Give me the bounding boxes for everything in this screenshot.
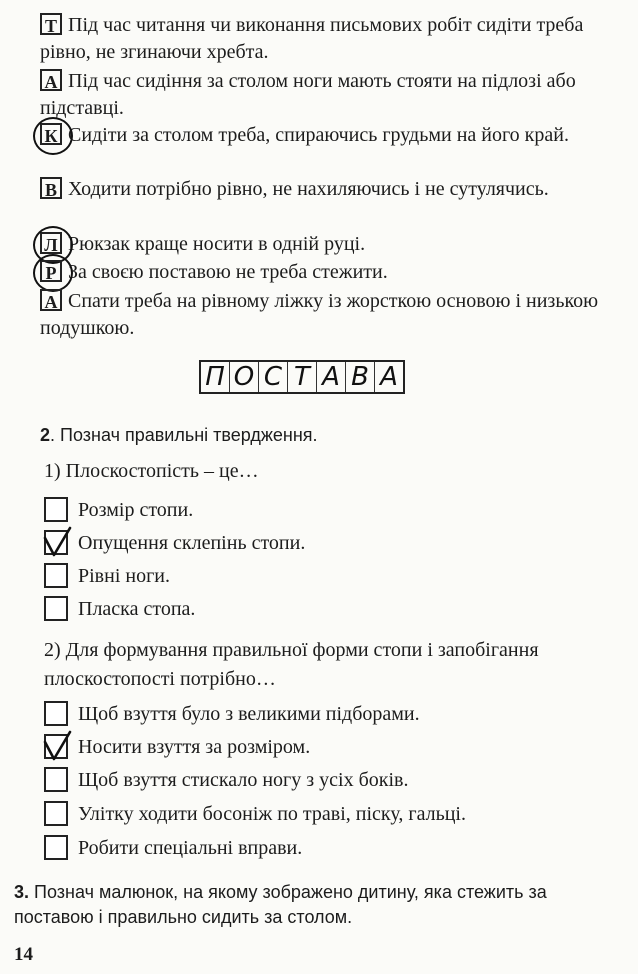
rule-letter-box: В (40, 177, 62, 199)
option-label: Носити взуття за розміром. (78, 736, 311, 758)
option-row[interactable] (44, 530, 624, 558)
option-label: Щоб взуття стискало ногу з усіх боків. (78, 769, 409, 791)
question-2: 2) Для формування правильної форми стопи і запобігання плоскостопості потрібно… (44, 639, 539, 690)
rule-text: Сидіти за столом треба, спираючись грудьми на його край. (68, 124, 569, 146)
rule-item-4 (40, 176, 624, 203)
rule-text: Ходити потрібно рівно, не нахиляючись і не сутулячись. (68, 178, 549, 200)
question-1: 1) Плоскостопість – це… (44, 460, 259, 482)
rule-text: Під час сидіння за столом ноги мають стояти на підлозі або підставці. (40, 70, 576, 119)
option-label: Робити спеціальні вправи. (78, 837, 303, 859)
answer-letter-cell[interactable]: О (230, 362, 259, 392)
task-text: Познач малюнок, на якому зображено дитину, яка стежить за поставою і правильно сидить за столом. (14, 882, 547, 927)
rule-letter-box-circled: Р (40, 260, 62, 282)
option-label: Рівні ноги. (78, 565, 170, 587)
task-number: 3. (14, 882, 30, 902)
checkbox[interactable] (44, 801, 68, 826)
rule-text: Спати треба на рівному ліжку із жорсткою основою і низькою подушкою. (40, 290, 599, 339)
rule-item-6 (40, 259, 624, 286)
option-label: Пласка стопа. (78, 598, 196, 620)
option-label: Опущення склепінь стопи. (78, 532, 306, 554)
answer-letter-cell[interactable]: Т (288, 362, 317, 392)
checkbox-checked[interactable] (44, 734, 68, 759)
option-row[interactable] (44, 734, 624, 762)
task-3-heading (14, 880, 626, 930)
option-label: Розмір стопи. (78, 499, 194, 521)
rule-item-7 (40, 288, 624, 342)
option-row[interactable] (44, 801, 624, 829)
checkmark-icon (43, 526, 73, 558)
checkmark-icon (43, 730, 73, 762)
option-label: Щоб взуття було з великими підборами. (78, 703, 420, 725)
checkbox[interactable] (44, 701, 68, 726)
answer-word-grid (199, 360, 405, 394)
answer-letter-cell[interactable]: В (346, 362, 375, 392)
page-number: 14 (14, 944, 33, 965)
option-row[interactable] (44, 767, 624, 795)
rule-letter-box-circled: К (40, 123, 62, 145)
checkbox[interactable] (44, 563, 68, 588)
checkbox[interactable] (44, 596, 68, 621)
checkbox-checked[interactable] (44, 530, 68, 555)
checkbox[interactable] (44, 497, 68, 522)
rule-letter-box: Т (40, 13, 62, 35)
rule-letter-box-circled: Л (40, 232, 62, 254)
rule-text: За своєю поставою не треба стежити. (68, 261, 388, 283)
rule-item-2 (40, 68, 624, 122)
task-text: . Познач правильні твердження. (50, 425, 318, 445)
rule-item-5 (40, 231, 624, 258)
option-row[interactable] (44, 596, 624, 624)
rule-item-1 (40, 12, 624, 66)
option-row[interactable] (44, 835, 624, 863)
checkbox[interactable] (44, 767, 68, 792)
task-number: 2 (40, 425, 51, 445)
answer-letter-cell[interactable]: П (201, 362, 230, 392)
rule-letter-box: А (40, 69, 62, 91)
option-row[interactable] (44, 701, 624, 729)
option-row[interactable] (44, 497, 624, 525)
task-2-heading (40, 423, 626, 448)
option-label: Улітку ходити босоніж по траві, піску, гальці. (78, 803, 466, 825)
checkbox[interactable] (44, 835, 68, 860)
rule-text: Рюкзак краще носити в одній руці. (68, 233, 366, 255)
answer-letter-cell[interactable]: А (380, 362, 398, 392)
option-row[interactable] (44, 563, 624, 591)
answer-letter-cell[interactable]: А (317, 362, 346, 392)
answer-letter-cell[interactable]: С (259, 362, 288, 392)
rule-letter-box: А (40, 289, 62, 311)
rule-text: Під час читання чи виконання письмових робіт сидіти треба рівно, не згинаючи хребта. (40, 14, 584, 63)
rule-item-3 (40, 122, 624, 149)
